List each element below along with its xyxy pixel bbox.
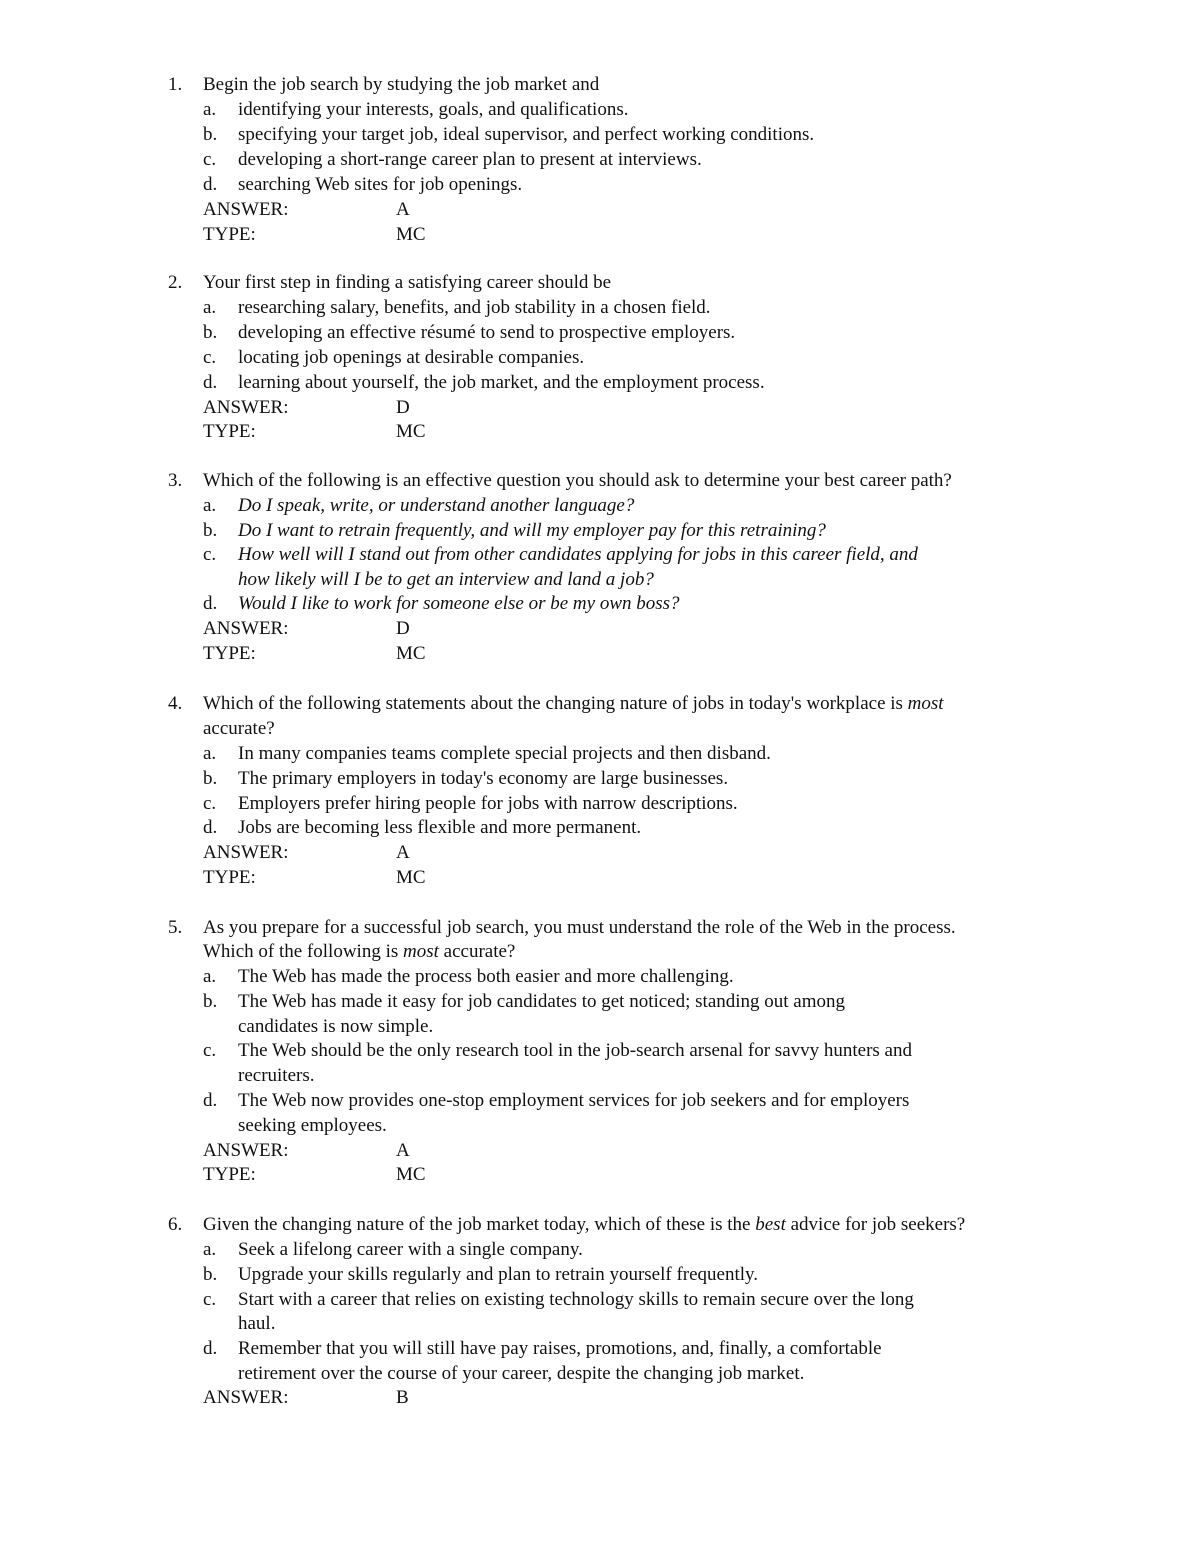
option-letter-b: b.	[203, 768, 218, 789]
type-value: MC	[396, 643, 426, 664]
stem-text: Given the changing nature of the job market today, which of these is the	[203, 1214, 756, 1235]
option-c-text: Employers prefer hiring people for jobs with narrow descriptions.	[238, 793, 738, 814]
option-c-text-line-2: recruiters.	[238, 1065, 315, 1086]
question-number: 2.	[168, 272, 183, 293]
answer-value: D	[396, 618, 410, 639]
option-a-text: The Web has made the process both easier and more challenging.	[238, 966, 734, 987]
question-stem: Which of the following is an effective question you should ask to determine your best career path?	[203, 470, 952, 491]
question-number: 5.	[168, 917, 183, 938]
option-d-text: Jobs are becoming less flexible and more permanent.	[238, 817, 642, 838]
option-letter-b: b.	[203, 1264, 218, 1285]
option-letter-c: c.	[203, 1289, 217, 1310]
stem-emphasis: most	[403, 941, 439, 962]
type-value: MC	[396, 421, 426, 442]
option-d-text-line-1: Remember that you will still have pay raises, promotions, and, finally, a comfortable	[238, 1338, 882, 1359]
type-label: TYPE:	[203, 643, 256, 664]
stem-emphasis: best	[755, 1214, 786, 1235]
question-number: 3.	[168, 470, 183, 491]
answer-value: A	[396, 199, 410, 220]
option-d-text-line-2: retirement over the course of your career, despite the changing job market.	[238, 1363, 805, 1384]
question-number: 4.	[168, 693, 183, 714]
option-letter-d: d.	[203, 372, 218, 393]
option-letter-c: c.	[203, 347, 217, 368]
answer-label: ANSWER:	[203, 199, 289, 220]
answer-value: A	[396, 842, 410, 863]
option-b-text-line-2: candidates is now simple.	[238, 1016, 434, 1037]
option-a-text: identifying your interests, goals, and qualifications.	[238, 99, 629, 120]
option-b-text: Upgrade your skills regularly and plan to retrain yourself frequently.	[238, 1264, 759, 1285]
answer-label: ANSWER:	[203, 842, 289, 863]
answer-value: B	[396, 1387, 409, 1408]
option-letter-a: a.	[203, 495, 217, 516]
option-c-text-line-2: how likely will I be to get an interview and land a job?	[238, 569, 654, 590]
option-letter-b: b.	[203, 991, 218, 1012]
question-stem-line-1	[203, 691, 944, 716]
option-d-text-line-2: seeking employees.	[238, 1115, 387, 1136]
option-b-text: The primary employers in today's economy are large businesses.	[238, 768, 729, 789]
stem-text-end: advice for job seekers?	[785, 1214, 966, 1235]
type-value: MC	[396, 867, 426, 888]
type-value: MC	[396, 1164, 426, 1185]
option-d-text: learning about yourself, the job market, and the employment process.	[238, 372, 765, 393]
option-c-text: developing a short-range career plan to present at interviews.	[238, 149, 702, 170]
type-label: TYPE:	[203, 421, 256, 442]
answer-label: ANSWER:	[203, 1140, 289, 1161]
option-b-text: developing an effective résumé to send to prospective employers.	[238, 322, 736, 343]
option-d-text: Would I like to work for someone else or be my own boss?	[238, 593, 680, 614]
option-b-text-line-1: The Web has made it easy for job candidates to get noticed; standing out among	[238, 991, 846, 1012]
answer-label: ANSWER:	[203, 397, 289, 418]
answer-value: D	[396, 397, 410, 418]
answer-label: ANSWER:	[203, 618, 289, 639]
option-a-text: In many companies teams complete special projects and then disband.	[238, 743, 771, 764]
option-b-text: Do I want to retrain frequently, and will my employer pay for this retraining?	[238, 520, 826, 541]
option-a-text: Do I speak, write, or understand another language?	[238, 495, 635, 516]
option-letter-c: c.	[203, 793, 217, 814]
question-number: 6.	[168, 1214, 183, 1235]
stem-text: Which of the following is	[203, 941, 403, 962]
option-letter-a: a.	[203, 743, 217, 764]
type-label: TYPE:	[203, 224, 256, 245]
option-letter-a: a.	[203, 99, 217, 120]
answer-label: ANSWER:	[203, 1387, 289, 1408]
option-letter-d: d.	[203, 1338, 218, 1359]
question-stem-line-2: accurate?	[203, 718, 275, 739]
question-number: 1.	[168, 74, 183, 95]
option-letter-d: d.	[203, 817, 218, 838]
question-stem-line-2	[203, 939, 515, 964]
option-letter-c: c.	[203, 544, 217, 565]
option-c-text: locating job openings at desirable companies.	[238, 347, 585, 368]
option-letter-b: b.	[203, 124, 218, 145]
option-letter-a: a.	[203, 1239, 217, 1260]
option-letter-c: c.	[203, 1040, 217, 1061]
option-letter-a: a.	[203, 966, 217, 987]
question-stem: Begin the job search by studying the job market and	[203, 74, 600, 95]
option-c-text-line-1: Start with a career that relies on existing technology skills to remain secure over the long	[238, 1289, 914, 1310]
option-letter-b: b.	[203, 520, 218, 541]
type-label: TYPE:	[203, 867, 256, 888]
option-letter-a: a.	[203, 297, 217, 318]
option-d-text: searching Web sites for job openings.	[238, 174, 523, 195]
question-stem-line-1: As you prepare for a successful job search, you must understand the role of the Web in the process.	[203, 917, 956, 938]
answer-value: A	[396, 1140, 410, 1161]
type-label: TYPE:	[203, 1164, 256, 1185]
option-letter-d: d.	[203, 174, 218, 195]
question-stem: Your first step in finding a satisfying career should be	[203, 272, 612, 293]
stem-emphasis: most	[907, 693, 944, 714]
question-stem-line-1	[203, 1212, 965, 1237]
option-d-text-line-1: The Web now provides one-stop employment services for job seekers and for employers	[238, 1090, 910, 1111]
stem-text: Which of the following statements about the changing nature of jobs in today's workplace is	[203, 693, 908, 714]
option-c-text-line-2: haul.	[238, 1313, 276, 1334]
option-letter-d: d.	[203, 593, 218, 614]
option-a-text: researching salary, benefits, and job stability in a chosen field.	[238, 297, 711, 318]
type-value: MC	[396, 224, 426, 245]
option-letter-c: c.	[203, 149, 217, 170]
option-letter-b: b.	[203, 322, 218, 343]
option-c-text-line-1: How well will I stand out from other candidates applying for jobs in this career field, and	[238, 544, 918, 565]
option-b-text: specifying your target job, ideal supervisor, and perfect working conditions.	[238, 124, 815, 145]
option-c-text-line-1: The Web should be the only research tool in the job-search arsenal for savvy hunters and	[238, 1040, 912, 1061]
option-a-text: Seek a lifelong career with a single company.	[238, 1239, 583, 1260]
option-letter-d: d.	[203, 1090, 218, 1111]
stem-text-end: accurate?	[438, 941, 516, 962]
